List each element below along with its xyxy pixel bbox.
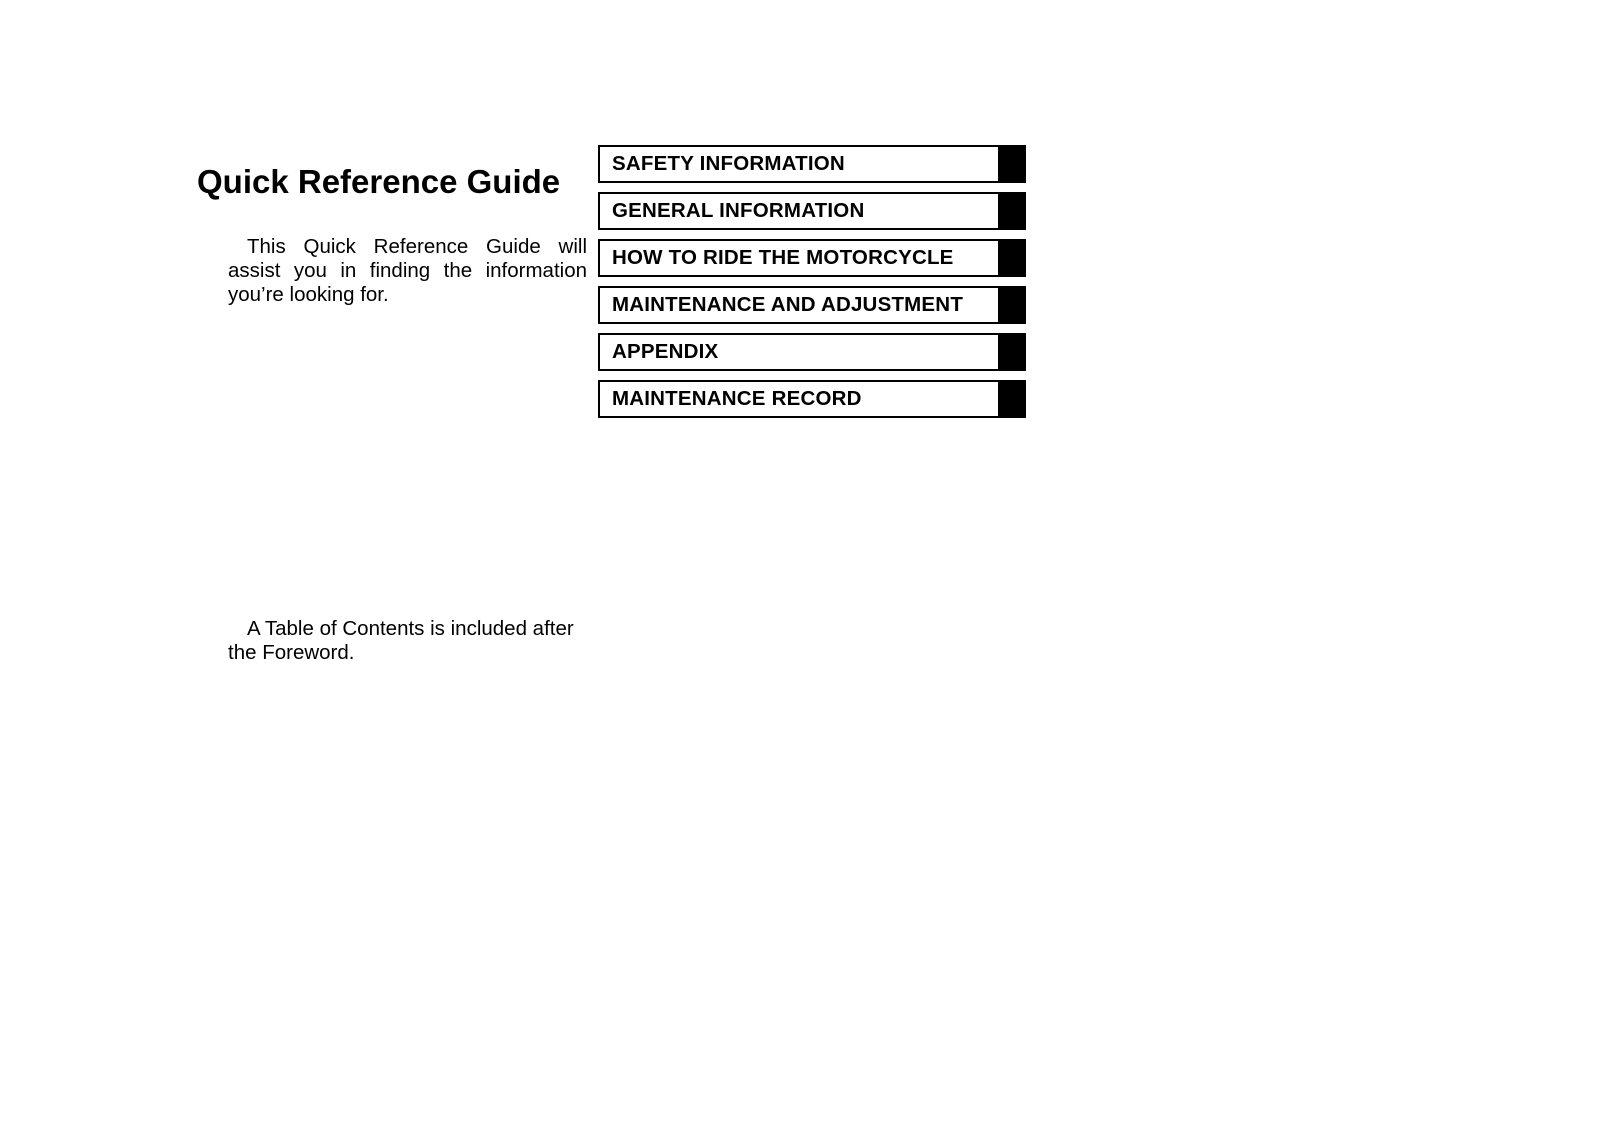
page-title: Quick Reference Guide xyxy=(197,163,561,200)
section-tab-label: APPENDIX xyxy=(612,340,719,363)
section-tabs xyxy=(598,145,1026,427)
section-tab-label: SAFETY INFORMATION xyxy=(612,152,845,175)
toc-note-paragraph: A Table of Contents is included after the Foreword. xyxy=(228,617,574,664)
section-tab-appendix[interactable] xyxy=(598,333,1026,371)
section-tab-maintenance-record[interactable] xyxy=(598,380,1026,418)
section-tab-how-to-ride[interactable] xyxy=(598,239,1026,277)
section-tab-maintenance-and-adjustment[interactable] xyxy=(598,286,1026,324)
section-tab-label: MAINTENANCE RECORD xyxy=(612,387,862,410)
section-tab-label: GENERAL INFORMATION xyxy=(612,199,865,222)
section-tab-general-information[interactable] xyxy=(598,192,1026,230)
section-tab-label: HOW TO RIDE THE MOTORCYCLE xyxy=(612,246,954,269)
section-tab-safety-information[interactable] xyxy=(598,145,1026,183)
intro-paragraph: This Quick Reference Guide will assist you in finding the information you’re looking for. xyxy=(228,235,587,306)
section-tab-label: MAINTENANCE AND ADJUSTMENT xyxy=(612,293,964,316)
